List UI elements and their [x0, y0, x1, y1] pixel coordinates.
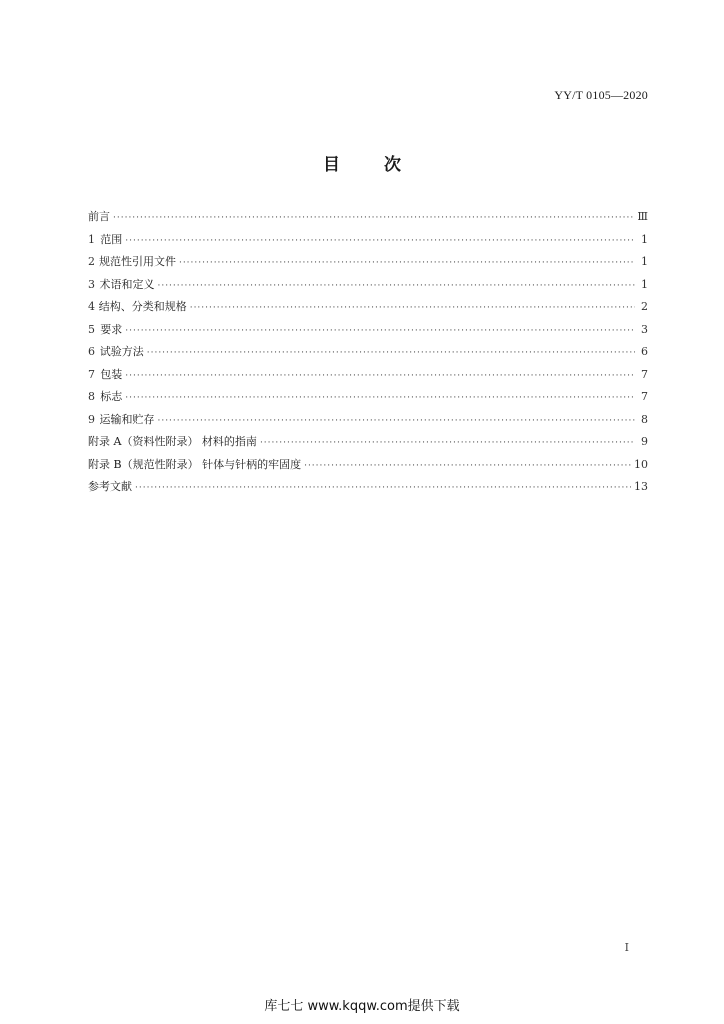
page-title: 目次 [323, 155, 445, 175]
toc-entry-transport-storage[interactable] [88, 409, 648, 432]
toc-entry-foreword[interactable] [88, 206, 648, 229]
toc-entry-page: 1 [641, 232, 648, 246]
toc-entry-bibliography[interactable] [88, 476, 648, 499]
toc-entry-page: 9 [641, 435, 648, 448]
toc-entry-label: 前言 [88, 210, 110, 223]
toc-leader-dots [125, 387, 635, 410]
toc-entry-test-methods[interactable] [88, 341, 648, 364]
toc-entry-number: 1 [88, 232, 95, 246]
toc-entry-requirements[interactable] [88, 319, 648, 342]
toc-entry-label: 结构、分类和规格 [98, 300, 187, 313]
toc-entry-normative-references[interactable] [88, 251, 648, 274]
toc-leader-dots [179, 252, 635, 275]
toc-entry-page: 13 [634, 480, 648, 493]
page-number: I [624, 941, 629, 954]
toc-leader-dots [147, 342, 635, 365]
toc-entry-page: 1 [641, 255, 648, 268]
toc-entry-page: 10 [634, 457, 648, 471]
toc-entry-terms-definitions[interactable] [88, 274, 648, 297]
toc-entry-label: 包装 [100, 367, 123, 381]
toc-leader-dots [190, 297, 635, 320]
toc-entry-label: 标志 [100, 390, 123, 403]
table-of-contents [88, 206, 648, 499]
toc-leader-dots [157, 410, 635, 433]
toc-entry-page: 6 [641, 345, 648, 358]
toc-leader-dots [125, 365, 635, 388]
toc-entry-page: 7 [641, 367, 648, 381]
toc-entry-label: 范围 [100, 232, 123, 246]
toc-entry-number: 4 [88, 300, 95, 313]
toc-entry-label: 附录 A（资料性附录） 材料的指南 [88, 435, 257, 448]
toc-entry-number: 2 [88, 255, 95, 268]
toc-entry-number: 7 [88, 367, 95, 381]
toc-entry-page: 3 [641, 322, 648, 336]
toc-entry-page: 1 [641, 277, 648, 291]
toc-entry-label: 试验方法 [99, 345, 144, 358]
toc-leader-dots [125, 230, 635, 253]
toc-leader-dots [135, 477, 631, 500]
toc-entry-label: 术语和定义 [99, 277, 155, 291]
toc-leader-dots [113, 207, 634, 230]
toc-entry-number: 3 [88, 277, 95, 291]
toc-entry-label: 要求 [100, 322, 123, 336]
toc-entry-structure-classification[interactable] [88, 296, 648, 319]
toc-leader-dots [304, 455, 631, 478]
toc-entry-number: 6 [88, 345, 95, 358]
toc-entry-label: 规范性引用文件 [98, 255, 176, 268]
download-source-note: 库七七 www.kqqw.com提供下载 [264, 999, 460, 1014]
toc-entry-scope[interactable] [88, 229, 648, 252]
toc-leader-dots [260, 432, 635, 455]
toc-entry-page: 7 [641, 390, 648, 403]
toc-entry-label: 运输和贮存 [99, 412, 155, 426]
toc-entry-marking[interactable] [88, 386, 648, 409]
toc-leader-dots [157, 275, 635, 298]
toc-entry-page: 2 [641, 300, 648, 313]
toc-entry-label: 附录 B（规范性附录） 针体与针柄的牢固度 [88, 457, 302, 471]
toc-entry-page: 8 [641, 412, 648, 426]
toc-entry-annex-a[interactable] [88, 431, 648, 454]
toc-entry-number: 5 [88, 322, 95, 336]
toc-entry-page: Ⅲ [637, 210, 648, 223]
toc-leader-dots [125, 320, 635, 343]
toc-entry-label: 参考文献 [88, 480, 132, 493]
standard-number: YY/T 0105—2020 [554, 88, 648, 102]
toc-entry-packaging[interactable] [88, 364, 648, 387]
toc-entry-annex-b[interactable] [88, 454, 648, 477]
toc-entry-number: 8 [88, 390, 95, 403]
toc-entry-number: 9 [88, 412, 95, 426]
